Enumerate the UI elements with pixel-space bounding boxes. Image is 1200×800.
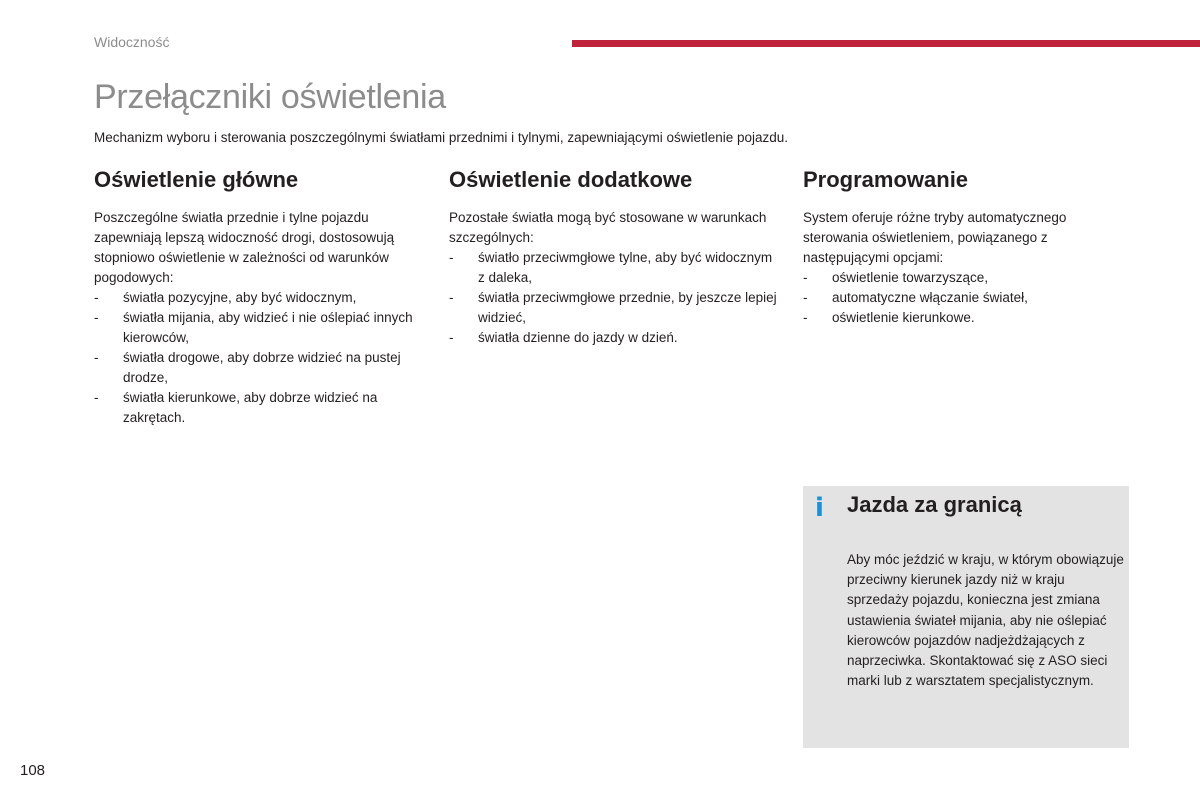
list-item-text: światło przeciwmgłowe tylne, aby być widocznym z daleka, <box>478 250 773 285</box>
dash-marker: - <box>803 310 808 325</box>
info-box <box>803 486 1129 748</box>
section-label: Widoczność <box>94 34 170 50</box>
dash-marker: - <box>449 330 454 345</box>
list-item <box>94 388 424 428</box>
info-box-body: Aby móc jeździć w kraju, w którym obowiązuje przeciwny kierunek jazdy niż w kraju sprzedaży pojazdu, konieczna jest zmiana ustawienia świateł mijania, aby nie oślepiać kierowców pojazdów nadjeżdżających z naprzeciwka. Skontaktować się z ASO sieci marki lub z warsztatem specjalistycznym. <box>847 552 1124 689</box>
list-item-text: automatyczne włączanie świateł, <box>832 290 1028 305</box>
column-intro: Pozostałe światła mogą być stosowane w warunkach szczególnych: <box>449 210 767 245</box>
list-item-text: oświetlenie kierunkowe. <box>832 310 975 325</box>
list-item-text: światła pozycyjne, aby być widocznym, <box>123 290 357 305</box>
list-item <box>94 288 424 308</box>
list-item <box>449 288 779 328</box>
bullet-list <box>449 248 779 348</box>
page-number: 108 <box>20 762 46 779</box>
dash-marker: - <box>449 250 454 265</box>
column-intro: System oferuje różne tryby automatycznego sterowania oświetleniem, powiązanego z następującymi opcjami: <box>803 210 1067 265</box>
list-item-text: światła dzienne do jazdy w dzień. <box>478 330 678 345</box>
dash-marker: - <box>803 270 808 285</box>
list-item-text: oświetlenie towarzyszące, <box>832 270 989 285</box>
dash-marker: - <box>803 290 808 305</box>
list-item <box>449 248 779 288</box>
header-accent-bar <box>572 40 1200 47</box>
list-item-text: światła kierunkowe, aby dobrze widzieć na zakrętach. <box>123 390 378 425</box>
column-additional-lighting <box>449 166 779 348</box>
column-intro: Poszczególne światła przednie i tylne pojazdu zapewniają lepszą widoczność drogi, dostosowują stopniowo oświetlenie w zależności od warunków pogodowych: <box>94 210 395 285</box>
list-item-text: światła mijania, aby widzieć i nie oślepiać innych kierowców, <box>123 310 413 345</box>
dash-marker: - <box>94 390 99 405</box>
column-main-lighting <box>94 166 424 428</box>
column-programming <box>803 166 1133 328</box>
bullet-list <box>803 268 1133 328</box>
list-item <box>803 308 1133 328</box>
list-item <box>449 328 779 348</box>
list-item-text: światła drogowe, aby dobrze widzieć na pustej drodze, <box>123 350 401 385</box>
dash-marker: - <box>449 290 454 305</box>
page-title: Przełączniki oświetlenia <box>94 78 446 116</box>
bullet-list <box>94 288 424 428</box>
dash-marker: - <box>94 310 99 325</box>
dash-marker: - <box>94 350 99 365</box>
column-heading: Oświetlenie główne <box>94 167 299 192</box>
column-heading: Programowanie <box>803 167 969 192</box>
list-item <box>803 288 1133 308</box>
info-box-title: Jazda za granicą <box>847 492 1022 517</box>
dash-marker: - <box>94 290 99 305</box>
list-item <box>803 268 1133 288</box>
page-subtitle: Mechanizm wyboru i sterowania poszczególnymi światłami przednimi i tylnymi, zapewniającymi oświetlenie pojazdu. <box>94 130 789 145</box>
column-heading: Oświetlenie dodatkowe <box>449 167 693 192</box>
list-item <box>94 308 424 348</box>
info-icon: i <box>815 493 824 523</box>
list-item-text: światła przeciwmgłowe przednie, by jeszcze lepiej widzieć, <box>478 290 777 325</box>
list-item <box>94 348 424 388</box>
